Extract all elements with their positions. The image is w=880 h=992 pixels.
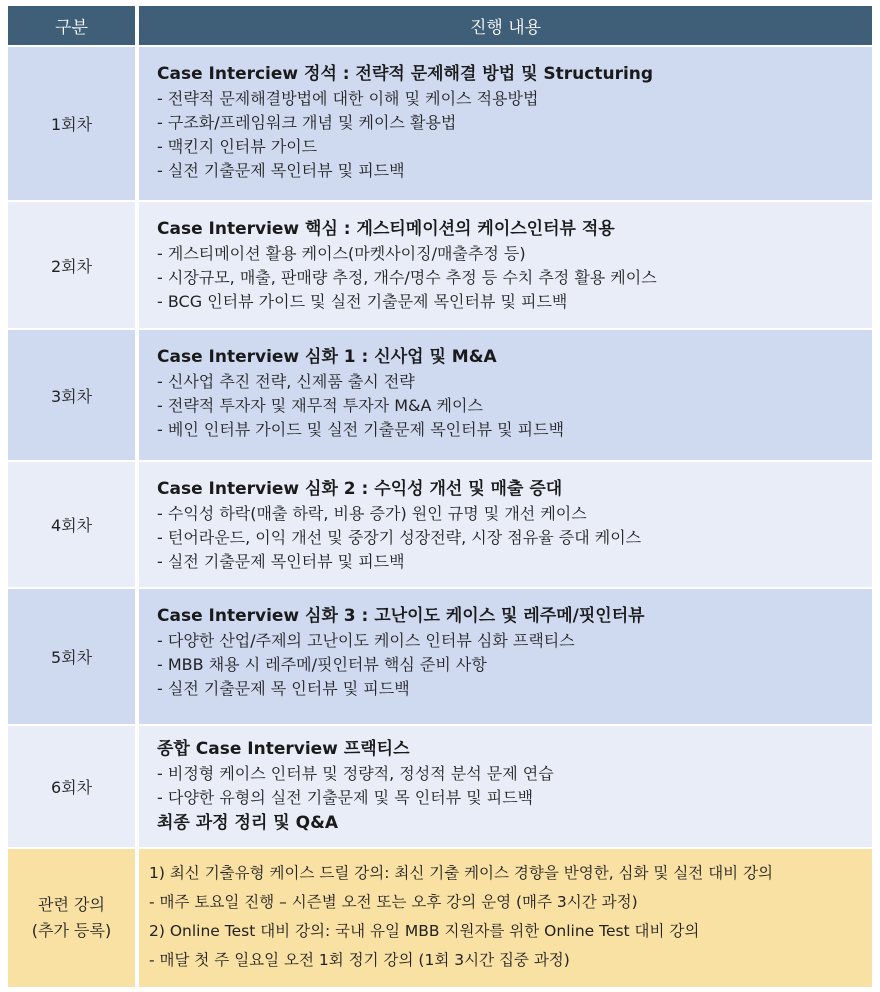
session-content-cell: [139, 726, 872, 847]
session-cell: [8, 330, 135, 460]
session-item: - 실전 기출문제 목 인터뷰 및 피드백: [157, 679, 410, 698]
session-item: - 실전 기출문제 목인터뷰 및 피드백: [157, 161, 405, 180]
header-col-content: 진행 내용: [139, 6, 872, 45]
session-item: - 전략적 문제해결방법에 대한 이해 및 케이스 적용방법: [157, 89, 539, 108]
session-item: - 다양한 유형의 실전 기출문제 및 목 인터뷰 및 피드백: [157, 788, 534, 807]
session-item: - 수익성 하락(매출 하락, 비용 증가) 원인 규명 및 개선 케이스: [157, 504, 587, 523]
session-content-cell: [139, 462, 872, 587]
table-row: [0, 462, 880, 587]
session-title: Case Interview 심화 2 : 수익성 개선 및 매출 증대: [157, 479, 563, 499]
extra-label-cell: [8, 849, 135, 987]
session-label: 2회차: [50, 256, 93, 276]
session-item: - 게스티메이션 활용 케이스(마켓사이징/매출추정 등): [157, 244, 526, 263]
table-header: [0, 6, 880, 45]
extra-content-cell: [139, 849, 872, 987]
session-item: - MBB 채용 시 레주메/핏인터뷰 핵심 준비 사항: [157, 655, 487, 674]
session-item: - 시장규모, 매출, 판매량 추정, 개수/명수 추정 등 수치 추정 활용 케이스: [157, 268, 657, 287]
session-item: - 비정형 케이스 인터뷰 및 정량적, 정성적 분석 문제 연습: [157, 764, 554, 783]
session-title: Case Interview 심화 3 : 고난이도 케이스 및 레주메/핏인터뷰: [157, 606, 645, 626]
extra-item: 2) Online Test 대비 강의: 국내 유일 MBB 지원자를 위한 Online Test 대비 강의: [149, 922, 700, 940]
session-item: - 실전 기출문제 목인터뷰 및 피드백: [157, 552, 405, 571]
session-item: - 베인 인터뷰 가이드 및 실전 기출문제 목인터뷰 및 피드백: [157, 420, 565, 439]
session-title: Case Interview 핵심 : 게스티메이션의 케이스인터뷰 적용: [157, 219, 615, 239]
session-label: 5회차: [50, 648, 93, 667]
table-row: [0, 47, 880, 200]
session-item: - 전략적 투자자 및 재무적 투자자 M&A 케이스: [157, 396, 483, 415]
session-item: - 구조화/프레임워크 개념 및 케이스 활용법: [157, 113, 457, 132]
session-title: Case Interview 심화 1 : 신사업 및 M&A: [157, 347, 497, 367]
session-cell: [8, 462, 135, 587]
session-title: Case Interciew 정석 : 전략적 문제해결 방법 및 Structuring: [157, 64, 654, 84]
extra-label-line2: (추가 등록): [31, 921, 112, 940]
header-col-category: 구분: [8, 6, 135, 45]
session-cell: [8, 47, 135, 200]
extra-label-line1: 관련 강의: [38, 895, 105, 914]
extra-item: - 매주 토요일 진행 – 시즌별 오전 또는 오후 강의 운영 (매주 3시간 과정): [149, 893, 638, 911]
session-label: 3회차: [50, 386, 93, 406]
table-row: [0, 589, 880, 724]
session-label: 4회차: [50, 516, 93, 535]
session-cell: [8, 726, 135, 847]
table-row-extra-lectures: [0, 849, 880, 987]
extra-item: - 매달 첫 주 일요일 오전 1회 정기 강의 (1회 3시간 집중 과정): [149, 951, 570, 969]
session-content-cell: [139, 330, 872, 460]
session-item: - BCG 인터뷰 가이드 및 실전 기출문제 목인터뷰 및 피드백: [157, 292, 568, 311]
session-item: - 턴어라운드, 이익 개선 및 중장기 성장전략, 시장 점유율 증대 케이스: [157, 528, 642, 547]
extra-item: 1) 최신 기출유형 케이스 드릴 강의: 최신 기출 케이스 경향을 반영한, 심화 및 실전 대비 강의: [149, 864, 774, 882]
session-content-cell: [139, 202, 872, 328]
session-label: 6회차: [50, 778, 93, 797]
session-item: - 신사업 추진 전략, 신제품 출시 전략: [157, 372, 415, 391]
table-row: [0, 726, 880, 847]
session-label: 1회차: [50, 115, 93, 134]
session-cell: [8, 202, 135, 328]
session-item: - 맥킨지 인터뷰 가이드: [157, 137, 318, 156]
session-content-cell: [139, 47, 872, 200]
session-cell: [8, 589, 135, 724]
table-row: [0, 202, 880, 328]
session-item: - 다양한 산업/주제의 고난이도 케이스 인터뷰 심화 프랙티스: [157, 631, 575, 650]
session-closing-title: 최종 과정 정리 및 Q&A: [157, 813, 339, 833]
session-title: 종합 Case Interview 프랙티스: [157, 739, 410, 759]
session-content-cell: [139, 589, 872, 724]
table-row: [0, 330, 880, 460]
